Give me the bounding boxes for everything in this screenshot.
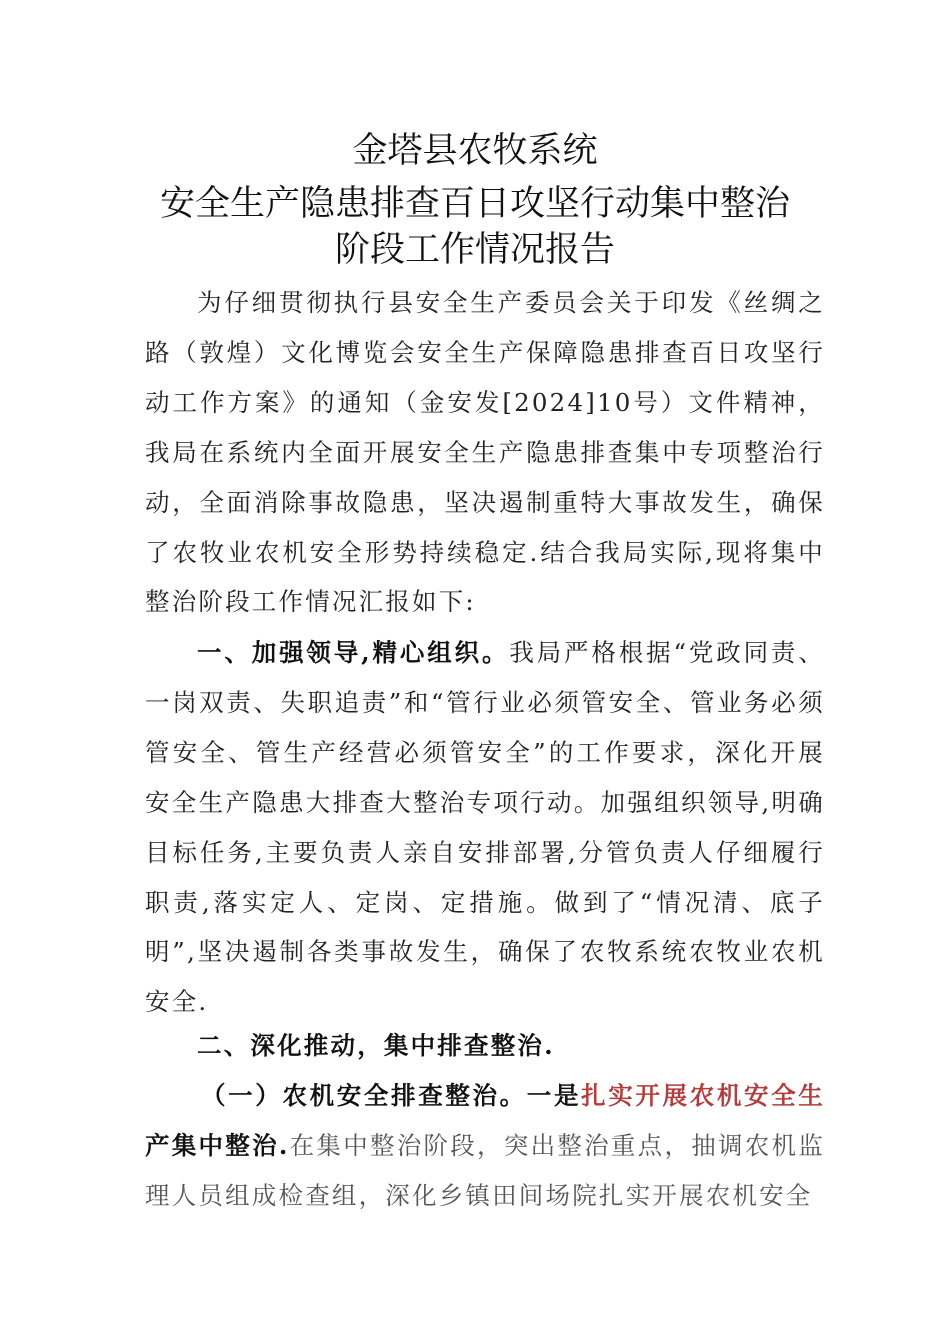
subsection-1-highlight-2: 产集中整治. [145,1130,290,1160]
document-title-line-1: 金塔县农牧系统 [352,131,598,171]
section-1-body: 我局严格根据“党政同责、一岗双责、失职追责”和“管行业必须管安全、管业务必须管安全、管生产经营必须管安全”的工作要求，深化开展安全生产隐患大排查大整治专项行动。加强组织领导,明确目标任务,主要负责人亲自安排部署,分管负责人仔细履行职责,落实定人、定岗、定措施。做到了“情况清、底子明”,坚决遏制各类事故发生，确保了农牧系统农牧业农机安全. [145,638,825,1017]
subsection-1-highlight: 扎实开展农机安全生 [581,1081,825,1110]
section-1-paragraph [145,628,825,1027]
section-1-heading: 一、加强领导,精心组织。 [197,638,510,667]
subsection-1-heading: （一）农机安全排查整治。 [201,1081,527,1110]
subsection-1-paragraph [145,1071,825,1221]
section-2-heading: 二、深化推动，集中排查整治. [197,1031,555,1060]
subsection-1-lead: 一是 [526,1081,582,1110]
intro-paragraph: 为仔细贯彻执行县安全生产委员会关于印发《丝绸之路（敦煌）文化博览会安全生产保障隐患排查百日攻坚行动工作方案》的通知（金安发[2024]10号）文件精神，我局在系统内全面开展安全生产隐患排查集中专项整治行动，全面消除事故隐患，坚决遏制重特大事故发生，确保了农牧业农机安全形势持续稳定.结合我局实际,现将集中整治阶段工作情况汇报如下: [145,288,825,617]
subsection-1-body: 在集中整治阶段，突出整治重点，抽调农机监理人员组成检查组，深化乡镇田间场院扎实开展农机安全 [145,1130,826,1210]
document-title-line-3: 阶段工作情况报告 [334,230,615,270]
document-title-line-2: 安全生产隐患排查百日攻坚行动集中整治 [159,184,790,224]
